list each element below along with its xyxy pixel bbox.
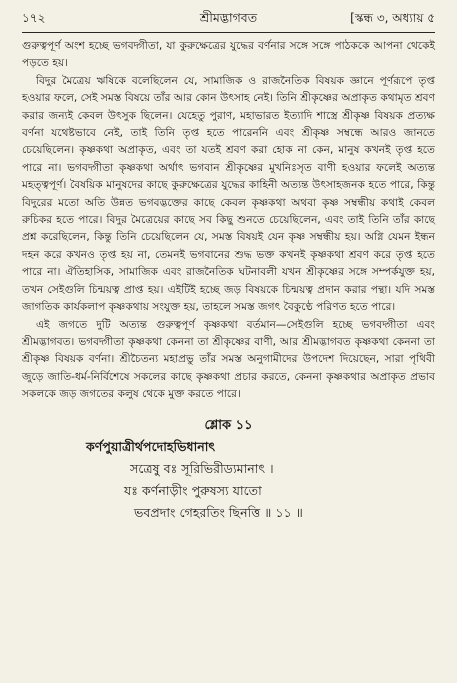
verse-line: যঃ কর্ণনাড়ীং পুরুষস্য যাতো	[124, 482, 262, 498]
paragraph: বিদুর মৈত্রেয় ঋষিকে বলেছিলেন যে, সামাজিক ও রাজনৈতিক বিষয়ক জ্ঞানে পূর্ণরূপে তৃপ্ত হওয়ার ফলে, সেই সমস্ত বিষয়ে তাঁর আর কোন উৎসাহ নেই। তিনি শ্রীকৃষ্ণের অপ্রাকৃত কথামৃত শ্রবণ করার জন্যই কেবল উৎসুক ছিলেন। যেহেতু পুরাণ, মহাভারত ইত্যাদি শাস্ত্রে শ্রীকৃষ্ণ বিষয়ক প্রত্যক্ষ বর্ণনা যথেষ্টভাবে নেই, তাই তিনি তৃপ্ত হতে পারেননি এবং শ্রীকৃষ্ণ সম্বন্ধে আরও জানতে চেয়েছিলেন। কৃষ্ণকথা অপ্রাকৃত, এবং তা যতই শ্রবণ করা হোক না কেন, মানুষ কখনই তৃপ্ত হতে পারে না। ভগবদ্গীতা কৃষ্ণকথা অর্থাৎ ভগবান শ্রীকৃষ্ণের মুখনিঃসৃত বাণী হওয়ার ফলেই অত্যন্ত মহত্ত্বপূর্ণ। বৈষয়িক মানুষদের কাছে কুরুক্ষেত্রের যুদ্ধের কাহিনী অত্যন্ত উৎসাহজনক হতে পারে, কিন্তু বিদুরের মতো অতি উন্নত ভগবদ্ভক্তের কাছে কেবল কৃষ্ণকথা অথবা কৃষ্ণ সম্বন্ধীয় কথাই কেবল রুচিকর হতে পারে। বিদুর মৈত্রেয়ের কাছে সব কিছু শুনতে চেয়েছিলেন, এবং তাই তিনি তাঁর কাছে প্রশ্ন করেছিলেন, কিন্তু তিনি চেয়েছিলেন যে, সমস্ত বিষয়ই যেন কৃষ্ণ সম্বন্ধীয় হয়। অগ্নি যেমন ইন্ধন দহন করে কখনও তৃপ্ত হয় না, তেমনই ভগবানের শুদ্ধ ভক্ত কখনই কৃষ্ণকথা শ্রবণ করে তৃপ্ত হতে পারে না। ঐতিহাসিক, সামাজিক এবং রাজনৈতিক ঘটনাবলী যখন শ্রীকৃষ্ণের সঙ্গে সম্পর্কযুক্ত হয়, তখন সেইগুলি চিন্ময়ত্ব প্রাপ্ত হয়। এইটিই হচ্ছে জড় বিষয়কে চিন্ময়ত্ব প্রদান করার পন্থা। যদি সমস্ত জাগতিক কার্যকলাপ কৃষ্ণকথায় সংযুক্ত হয়, তাহলে সমস্ত জগৎ বৈকুণ্ঠে পরিণত হতে পারে।	[22, 74, 435, 314]
verse-heading: শ্লোক ১১	[204, 417, 253, 433]
verse-block	[22, 436, 435, 524]
paragraph: এই জগতে দুটি অত্যন্ত গুরুত্বপূর্ণ কৃষ্ণকথা বর্তমান—সেইগুলি হচ্ছে ভগবদ্গীতা এবং শ্রীমদ্ভাগবত। ভগবদ্গীতা কৃষ্ণকথা কেননা তা শ্রীকৃষ্ণের বাণী, আর শ্রীমদ্ভাগবত কৃষ্ণকথা কেননা তা শ্রীকৃষ্ণ বিষয়ক বর্ণনা। শ্রীচৈতন্য মহাপ্রভু তাঁর সমস্ত অনুগামীদের উপদেশ দিয়েছেন, সারা পৃথিবী জুড়ে জাতি-ধর্ম-নির্বিশেষে সকলের কাছে কৃষ্ণকথা প্রচার করতে, কেননা কৃষ্ণকথার অপ্রাকৃত প্রভাব সকলকে জড় জগতের কলুষ থেকে মুক্ত করতে পারে।	[22, 318, 435, 401]
verse-line: ভবপ্রদাং গেহরতিং ছিনত্তি ॥ ১১ ॥	[134, 504, 303, 520]
chapter-reference: [স্কন্ধ ৩, অধ্যায় ৫	[350, 11, 435, 25]
book-title: শ্রীমদ্ভাগবত	[199, 10, 258, 25]
verse-line: কর্ণপুয়াত্রীর্থপদোহভিধানাৎ	[86, 438, 216, 454]
paragraph: গুরুত্বপূর্ণ অংশ হচ্ছে ভগবদ্গীতা, যা কুরুক্ষেত্রের যুদ্ধের বর্ণনার সঙ্গে সঙ্গে পাঠককে আপনা থেকেই পড়তে হয়।	[22, 40, 435, 70]
body-text	[22, 38, 435, 404]
page-number: ১৭২	[22, 11, 46, 25]
verse-line: সত্রেষু বঃ সূরিভিরীড্যমানাৎ ।	[130, 460, 274, 476]
page-header	[22, 10, 435, 32]
header-rule	[22, 32, 435, 33]
